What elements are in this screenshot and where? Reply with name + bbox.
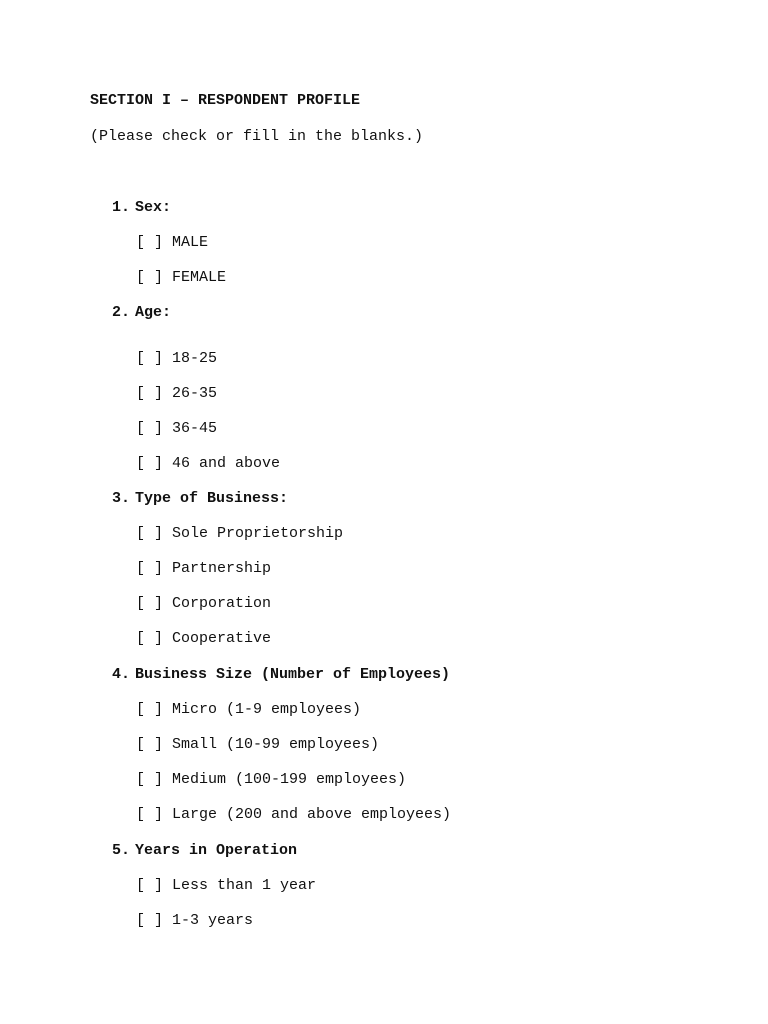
option-age-36-45[interactable]: [ ] 36-45 — [136, 420, 218, 437]
section-instruction: (Please check or fill in the blanks.) — [90, 128, 424, 145]
option-corporation[interactable]: [ ] Corporation — [136, 595, 272, 612]
question-2-label: Age: — [135, 304, 172, 321]
section-title: SECTION I – RESPONDENT PROFILE — [90, 92, 361, 109]
option-age-18-25[interactable]: [ ] 18-25 — [136, 350, 218, 367]
question-1-number: 1. — [112, 199, 131, 216]
option-age-46-above[interactable]: [ ] 46 and above — [136, 455, 281, 472]
option-large[interactable]: [ ] Large (200 and above employees) — [136, 806, 452, 823]
question-3-number: 3. — [112, 490, 131, 507]
question-5-label: Years in Operation — [135, 842, 298, 859]
option-sole-proprietorship[interactable]: [ ] Sole Proprietorship — [136, 525, 344, 542]
option-micro[interactable]: [ ] Micro (1-9 employees) — [136, 701, 362, 718]
option-male[interactable]: [ ] MALE — [136, 234, 209, 251]
question-4-label: Business Size (Number of Employees) — [135, 666, 451, 683]
option-small[interactable]: [ ] Small (10-99 employees) — [136, 736, 380, 753]
question-1-label: Sex: — [135, 199, 172, 216]
question-3-label: Type of Business: — [135, 490, 289, 507]
option-age-26-35[interactable]: [ ] 26-35 — [136, 385, 218, 402]
option-female[interactable]: [ ] FEMALE — [136, 269, 227, 286]
option-less-than-1-year[interactable]: [ ] Less than 1 year — [136, 877, 317, 894]
option-partnership[interactable]: [ ] Partnership — [136, 560, 272, 577]
question-4-number: 4. — [112, 666, 131, 683]
question-5-number: 5. — [112, 842, 131, 859]
option-medium[interactable]: [ ] Medium (100-199 employees) — [136, 771, 407, 788]
option-1-3-years[interactable]: [ ] 1-3 years — [136, 912, 254, 929]
question-2-number: 2. — [112, 304, 131, 321]
option-cooperative[interactable]: [ ] Cooperative — [136, 630, 272, 647]
